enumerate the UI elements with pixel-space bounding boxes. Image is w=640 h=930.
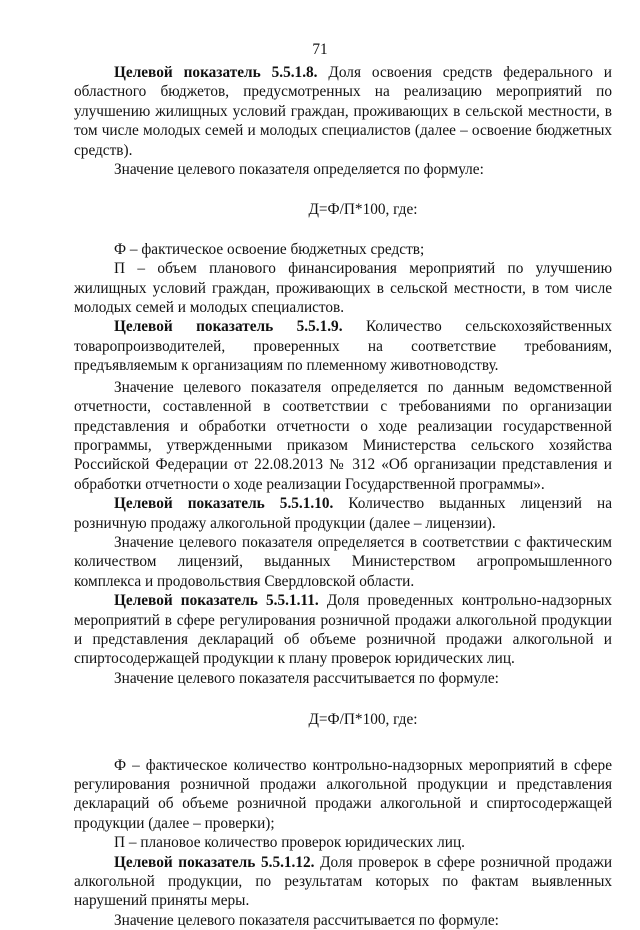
indicator-5-5-1-9 [74, 317, 612, 375]
variable-definition: П – плановое количество проверок юридических лиц. [114, 834, 465, 852]
formula: Д=Ф/П*100, где: [308, 711, 418, 729]
indicator-5-5-1-10 [74, 494, 612, 533]
indicator-description: Значение целевого показателя определяется по данным ведомственной отчетности, составленной в соответствии с требованиями по организации представления и обработки отчетности о ходе реализации государственной программы, утвержденными приказом Министерства сельского хозяйства Российской Федерации от 22.08.2013 № 312 «Об организации представления и обработки отчетности о ходе реализации Государственной программы». [74, 378, 612, 493]
indicator-text: Доля проверок в сфере розничной продажи алкогольной продукции, по результатам которых по фактам выявленных нарушений приняты меры. [74, 853, 613, 910]
page-number: 71 [312, 41, 328, 58]
indicator-5-5-1-12 [74, 853, 612, 911]
formula-intro: Значение целевого показателя определяется по формуле: [114, 161, 484, 179]
variable-definition: П – объем планового финансирования мероприятий по улучшению жилищных условий граждан, проживающих в сельской местности, в том числе молодых семей и молодых специалистов. [74, 260, 612, 317]
indicator-text: Количество выданных лицензий на розничную продажу алкогольной продукции (далее – лицензии). [74, 495, 612, 532]
indicator-label: Целевой показатель 5.5.1.8. [114, 64, 318, 81]
indicator-text: Количество сельскохозяйственных товаропроизводителей, проверенных на соответствие требованиям, предъявляемым к организациям по племенному животноводству. [74, 318, 612, 375]
variable-definition: Ф – фактическое количество контрольно-надзорных мероприятий в сфере регулирования розничной продажи алкогольной продукции и представления деклараций об объеме розничной продажи алкогольной и спиртосодержащей продукции (далее – проверки); [74, 756, 612, 832]
indicator-label: Целевой показатель 5.5.1.11. [114, 592, 319, 610]
document-body [74, 63, 612, 930]
indicator-5-5-1-11 [74, 591, 612, 669]
indicator-label: Целевой показатель 5.5.1.9. [114, 318, 343, 336]
indicator-label: Целевой показатель 5.5.1.12. [114, 853, 315, 871]
formula: Д=Ф/П*100, где: [308, 201, 418, 219]
indicator-description: Значение целевого показателя определяется в соответствии с фактическим количеством лицензий, выданных Министерством агропромышленного комплекса и продовольствия Свердловской области. [74, 533, 612, 590]
indicator-text: Доля освоения средств федерального и областного бюджетов, предусмотренных на реализацию мероприятий по улучшению жилищных условий граждан, проживающих в сельской местности, в том числе молодых семей и молодых специалистов (далее – освоение бюджетных средств). [74, 64, 612, 159]
formula-intro: Значение целевого показателя рассчитывается по формуле: [114, 669, 499, 687]
variable-definition: Ф – фактическое освоение бюджетных средств; [114, 240, 425, 258]
formula-intro: Значение целевого показателя рассчитывается по формуле: [114, 911, 499, 929]
indicator-label: Целевой показатель 5.5.1.10. [114, 495, 334, 513]
indicator-5-5-1-8 [74, 63, 612, 160]
indicator-text: Доля проведенных контрольно-надзорных мероприятий в сфере регулирования розничной продажи алкогольной продукции и представления деклараций об объеме розничной продажи алкогольной и спиртосодержащей продукции к плану проверок юридических лиц. [74, 592, 613, 668]
